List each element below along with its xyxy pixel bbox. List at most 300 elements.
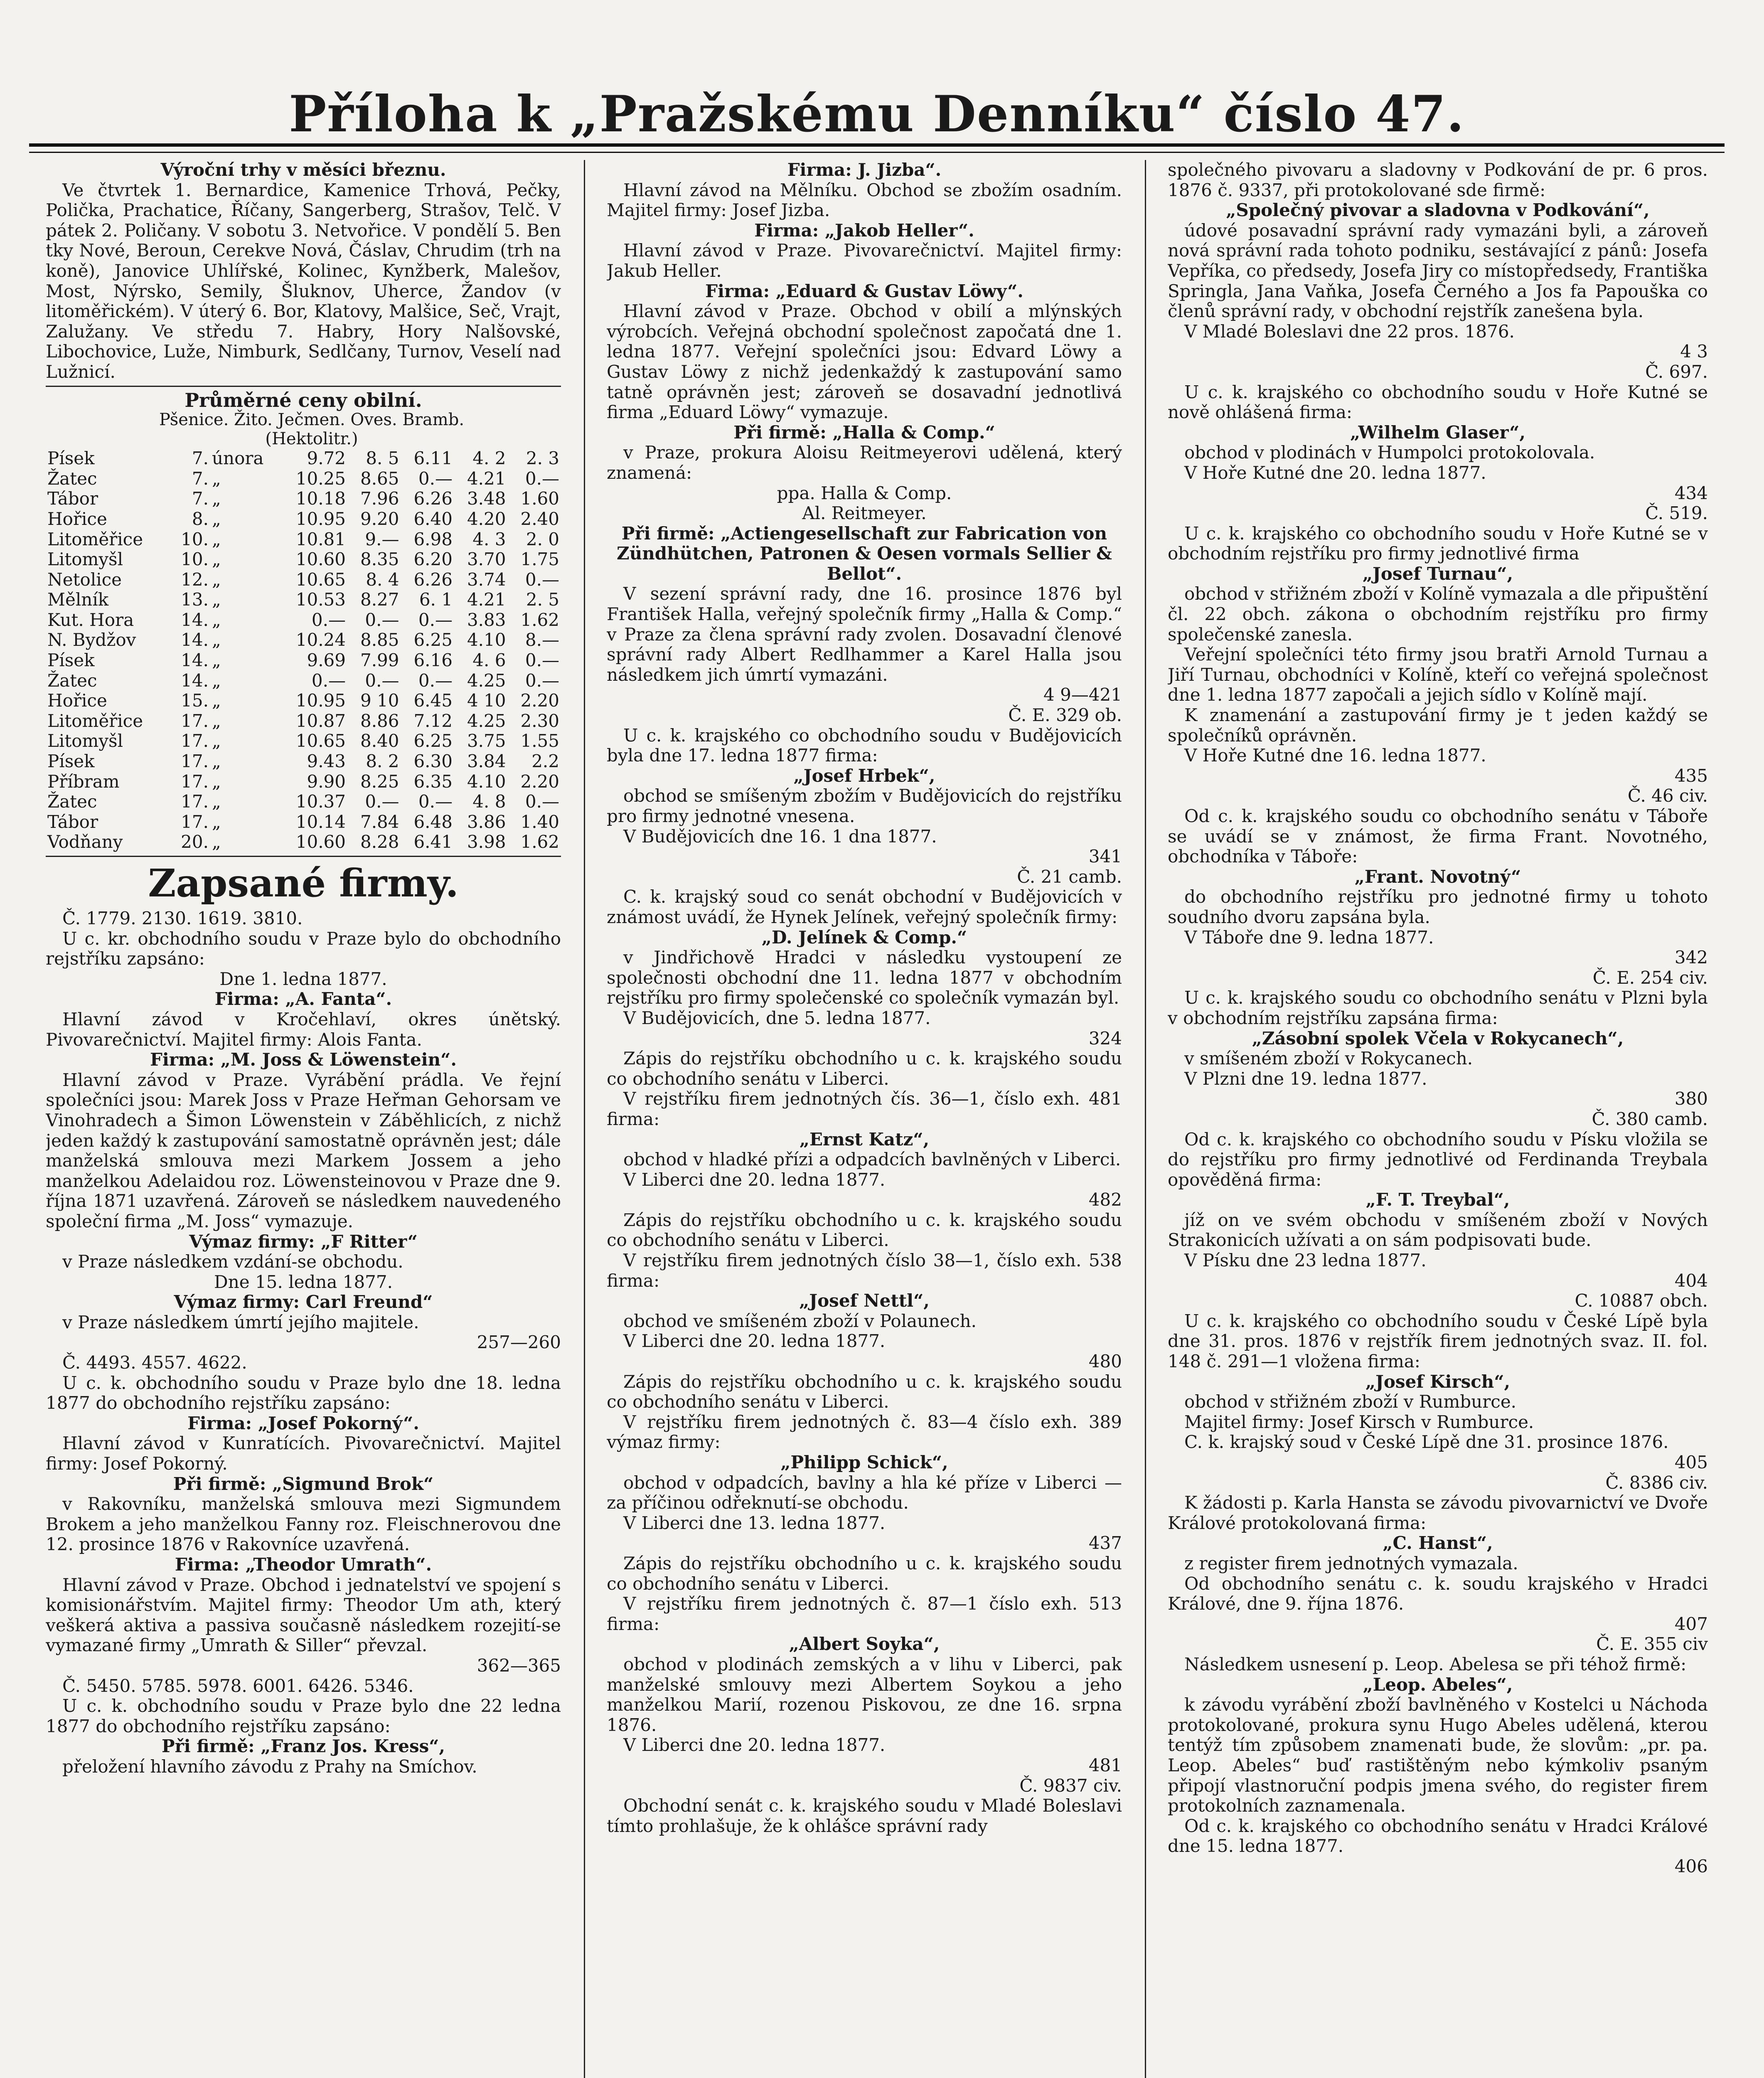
price-value: 10.81 [295,529,346,549]
firm-heading: „Albert Soyka“, [789,1634,940,1655]
price-day: 20. [181,832,209,852]
paragraph: obchod v plodinách zemských a v lihu v Liberci, pak manželské smlouvy mezi Albertem Soykou a jeho manželkou Marií, rozenou Piskovou, ze dne 16. srpna 1876. [607,1654,1122,1735]
date-line: V Písku dne 23 ledna 1877. [1184,1250,1427,1271]
case-number: Č. E. 329 ob. [1008,705,1122,726]
price-value: 3.75 [467,731,506,751]
price-value: 3.74 [467,569,506,590]
price-value: 3.98 [467,832,506,852]
column-divider [584,160,585,2078]
paragraph: Hlavní závod v Kročehlaví, okres únětský. Pivovarečnictví. Majitel firmy: Alois Fanta. [46,1009,561,1050]
firm-heading: Firma: „A. Fanta“. [214,989,392,1009]
price-town: N. Bydžov [47,630,136,650]
price-value: 4.21 [467,589,506,610]
paragraph: Zápis do rejstříku obchodního u c. k. krajského soudu co obchodního senátu v Liberci. [607,1048,1122,1089]
price-day: 17. [181,731,209,751]
price-month: „ [212,609,221,630]
price-day: 17. [181,811,209,832]
price-value: 4.25 [467,710,506,731]
case-number: Č. 9837 civ. [1019,1775,1122,1796]
price-value: 0.— [418,670,453,691]
price-value: 0.— [525,650,559,671]
signature-line: Al. Reitmeyer. [802,503,927,524]
price-value: 1.60 [520,488,559,509]
price-value: 0.— [525,791,559,812]
divider [46,856,561,857]
firm-heading: Firma: „Eduard & Gustav Löwy“. [705,281,1023,301]
ref-number: 404 [1674,1270,1708,1291]
price-town: Žatec [47,670,97,691]
price-value: 6.35 [413,771,453,792]
column-1 [46,160,561,2078]
price-town: Litomyšl [47,549,123,570]
price-town: Netolice [47,569,122,590]
column-divider [1145,160,1146,2078]
price-month: „ [212,751,221,772]
paragraph: obchod se smíšeným zbožím v Budějovicích do rejstříku pro firmy jednotné vnesena. [607,785,1122,826]
date-line: V Táboře dne 9. ledna 1877. [1184,927,1434,948]
header-rule [29,143,1725,147]
ref-number: 341 [1088,846,1122,867]
firm-heading: „Wilhelm Glaser“, [1350,422,1525,443]
price-value: 9.69 [307,650,346,671]
price-value: 6. 1 [419,589,453,610]
paragraph: v Praze, prokura Aloisu Reitmeyerovi udělená, který znamená: [607,442,1122,483]
paragraph: Č. 5450. 5785. 5978. 6001. 6426. 5346. [62,1675,414,1696]
firm-heading: Firma: „Josef Pokorný“. [187,1413,419,1433]
price-value: 2.20 [520,771,559,792]
ref-number: 324 [1088,1028,1122,1049]
case-number: Č. 697. [1645,361,1708,382]
price-value: 10.53 [295,589,346,610]
price-value: 0.— [418,609,453,630]
paragraph: U c. kr. obchodního soudu v Praze bylo do obchodního rejstříku zapsáno: [46,928,561,969]
paragraph: Hlavní závod na Mělníku. Obchod se zbožím osadním. Majitel firmy: Josef Jizba. [607,180,1122,221]
paragraph: údové posavadní správní rady vymazáni byli, a zároveň nová správní rada tohoto podniku, sestávající z pánů: Josefa Vepříka, co předsedy, Josefa Jiry co místopředsedy, Františka Springla, Jana Vaňka, Josefa Černého a Jos fa Papouška co členů správní rady, v obchodní rejstřík zanešena byla. [1168,220,1708,322]
price-month: „ [212,710,221,731]
price-value: 4.10 [467,630,506,650]
price-value: 8. 4 [366,569,399,590]
firm-heading: „Leop. Abeles“, [1363,1674,1513,1695]
paragraph: C. k. krajský soud co senát obchodní v Budějovicích v známost uvádí, že Hynek Jelínek, veřejný společník firmy: [607,886,1122,927]
price-day: 13. [181,589,209,610]
price-row [46,691,561,711]
price-value: 1.62 [520,832,559,852]
paragraph: V rejstříku firem jednotných čís. 36—1, číslo exh. 481 firma: [607,1088,1122,1129]
paragraph: U c. k. krajského co obchodního soudu v Hoře Kutné se nově ohlášená firma: [1168,382,1708,423]
price-value: 10.60 [295,549,346,570]
paragraph: U c. k. krajského co obchodního soudu v Budějovicích byla dne 17. ledna 1877 firma: [607,725,1122,766]
firm-heading: „Josef Turnau“, [1362,563,1513,584]
price-day: 10. [181,549,209,570]
price-value: 6.48 [413,811,453,832]
date-line: V Mladé Boleslavi dne 22 pros. 1876. [1184,321,1515,342]
newspaper-page [29,0,1725,2078]
price-day: 14. [181,670,209,691]
price-value: 0.— [365,670,399,691]
ref-number: 434 [1674,483,1708,503]
price-day: 15. [181,690,209,711]
price-row [46,549,561,570]
price-month: „ [212,690,221,711]
paragraph: obchod v plodinách v Humpolci protokolovala. [1184,442,1595,463]
price-value: 2.30 [520,710,559,731]
date-line: V Liberci dne 20. ledna 1877. [623,1735,886,1755]
price-row [46,792,561,812]
firm-heading: Firma: „M. Joss & Löwenstein“. [150,1049,457,1070]
price-value: 7.96 [360,488,399,509]
price-value: 4. 3 [472,529,506,549]
price-day: 14. [181,650,209,671]
price-value: 0.— [311,670,346,691]
price-row [46,812,561,832]
firm-heading: Firma: J. Jizba“. [787,160,942,180]
price-day: 17. [181,791,209,812]
price-value: 6.26 [413,488,453,509]
price-day: 7. [192,468,209,489]
paragraph: z register firem jednotných vymazala. [1184,1553,1518,1573]
paragraph: v Jindřichově Hradci v následku vystoupení ze společnosti obchodní dne 11. ledna 1877 v obchodním rejstříku pro firmy společenské co společník vymazán byl. [607,947,1122,1008]
price-value: 0.— [365,791,399,812]
ref-number: 4 9—421 [1043,684,1122,705]
price-day: 7. [192,448,209,469]
price-town: Litoměřice [47,529,143,549]
price-value: 4. 8 [472,791,506,812]
case-number: Č. 8386 civ. [1605,1472,1708,1493]
price-value: 10.60 [295,832,346,852]
price-value: 9.43 [307,751,346,772]
price-value: 1.75 [520,549,559,570]
firm-heading: „Frant. Novotný“ [1354,866,1521,887]
price-row [46,610,561,630]
price-value: 8.65 [360,468,399,489]
paragraph: Majitel firmy: Josef Kirsch v Rumburce. [1184,1411,1534,1432]
ref-number: 407 [1674,1613,1708,1634]
price-value: 4. 2 [472,448,506,469]
paragraph: Od c. k. krajského co obchodního soudu v Písku vložila se do rejstříku pro firmy jednotlivé od Ferdinanda Treybala opověděná firma: [1168,1129,1708,1190]
ref-number: 380 [1674,1088,1708,1109]
price-value: 6.40 [413,508,453,529]
markets-text: Ve čtvrtek 1. Bernardice, Kamenice Trhová, Pečky, Polička, Prachatice, Říčany, Sangerberg, Strašov, Telč. V pátek 2. Poličany. V sobotu 3. Netvořice. V pondělí 5. Ben tky Nové, Beroun, Cerekve Nová, Čáslav, Chrudim (trh na koně), Janovice Uhlířské, Kolinec, Kynžberk, Malešov, Most, Nýrsko, Semily, Šluknov, Uherce, Žandov (v litoměřickém). V úterý 6. Bor, Klatovy, Malšice, Seč, Vrajt, Zalužany. Ve středu 7. Habry, Hory Nalšovské, Libochovice, Luže, Nimburk, Sedlčany, Turnov, Veselí nad Lužnicí. [46,180,561,382]
price-day: 14. [181,630,209,650]
price-row [46,671,561,691]
price-month: „ [212,670,221,691]
price-row [46,630,561,650]
price-value: 8.27 [360,589,399,610]
price-town: Písek [47,751,95,772]
firm-heading: „C. Hanst“, [1383,1533,1493,1554]
price-value: 0.— [525,468,559,489]
price-town: Mělník [47,589,109,610]
price-day: 7. [192,488,209,509]
price-month: února [212,448,264,469]
price-value: 4.10 [467,771,506,792]
price-value: 6.11 [413,448,453,469]
price-value: 7.99 [360,650,399,671]
case-number: Č. E. 254 civ. [1592,967,1708,988]
paragraph: U c. k. krajského soudu co obchodního senátu v Plzni byla v obchodním rejstříku zapsána firma: [1168,987,1708,1028]
price-town: Žatec [47,468,97,489]
price-value: 9.— [365,529,399,549]
price-value: 10.18 [295,488,346,509]
paragraph: přeložení hlavního závodu z Prahy na Smíchov. [62,1756,477,1777]
price-town: Vodňany [47,832,123,852]
date-line: V Plzni dne 19. ledna 1877. [1184,1068,1427,1089]
price-value: 6.26 [413,569,453,590]
paragraph: obchod v odpadcích, bavlny a hla ké příze v Liberci — za příčinou odřeknutí-se obchodu. [607,1472,1122,1513]
price-row [46,509,561,529]
price-value: 0.— [525,569,559,590]
firm-heading: Při firmě: „Actiengesellschaft zur Fabrication von Zündhütchen, Patronen & Oesen vormals Sellier & Bellot“. [617,523,1112,584]
paragraph: v Praze následkem úmrtí jejího majitele. [62,1312,419,1332]
paragraph: Zápis do rejstříku obchodního u c. k. krajského soudu co obchodního senátu v Liberci. [607,1553,1122,1594]
case-number: Č. 21 camb. [1017,866,1122,887]
price-value: 0.— [311,609,346,630]
paragraph: Veřejní společníci této firmy jsou bratři Arnold Turnau a Jiří Turnau, obchodníci v Kolíně, kteří co veřejná společnost dne 1. ledna 1877 započali a jejich sídlo v Kolíně mají. [1168,644,1708,705]
price-month: „ [212,468,221,489]
ref-number: 406 [1674,1856,1708,1876]
price-value: 8. 5 [366,448,399,469]
price-value: 1.55 [520,731,559,751]
price-value: 8.85 [360,630,399,650]
price-town: Kut. Hora [47,609,134,630]
paragraph: Č. 4493. 4557. 4622. [62,1352,247,1373]
price-month: „ [212,731,221,751]
case-number: C. 10887 obch. [1575,1290,1708,1311]
paragraph: Hlavní závod v Kunratících. Pivovarečnictví. Majitel firmy: Josef Pokorný. [46,1433,561,1474]
column-2 [607,160,1122,2078]
date-line: Dne 15. ledna 1877. [214,1271,393,1292]
paragraph: do obchodního rejstříku pro jednotné firmy u tohoto soudního dvoru zapsána byla. [1168,886,1708,927]
price-value: 10.25 [295,468,346,489]
paragraph: obchod v hladké přízi a odpadcích bavlněných v Liberci. [623,1149,1121,1170]
firm-heading: Výmaz firmy: „F Ritter“ [189,1231,418,1252]
price-month: „ [212,811,221,832]
case-number: Č. 380 camb. [1592,1108,1708,1129]
paragraph: jíž on ve svém obchodu v smíšeném zboží v Nových Strakonicích užívati a on sám podpisovati bude. [1168,1209,1708,1251]
price-row [46,832,561,852]
price-value: 8.— [525,630,559,650]
price-value: 10.65 [295,731,346,751]
price-value: 4.20 [467,508,506,529]
price-town: Litomyšl [47,731,123,751]
price-value: 6.25 [413,630,453,650]
price-town: Tábor [47,811,98,832]
paragraph: U c. k. obchodního soudu v Praze bylo dne 22 ledna 1877 do obchodního rejstříku zapsáno: [46,1696,561,1736]
paragraph: V rejstříku firem jednotných č. 87—1 číslo exh. 513 firma: [607,1593,1122,1634]
firm-heading: „Josef Kirsch“, [1365,1371,1511,1392]
price-value: 4.25 [467,670,506,691]
price-value: 10.65 [295,569,346,590]
case-number: Č. 519. [1645,503,1708,524]
paragraph: Hlavní závod v Praze. Obchod v obilí a mlýnských výrobcích. Veřejná obchodní společnost započatá dne 1. ledna 1877. Veřejní společníci jsou: Edvard Löwy a Gustav Löwy z nichž jedenkaždý k zastupování samo tatně oprávněn jest; zároveň se dosavadní jednotlivá firma „Eduard Löwy“ vymazuje. [607,301,1122,423]
price-value: 8.25 [360,771,399,792]
price-month: „ [212,529,221,549]
price-month: „ [212,549,221,570]
price-day: 10. [181,529,209,549]
price-month: „ [212,630,221,650]
price-value: 6.41 [413,832,453,852]
ref-number: 405 [1674,1452,1708,1472]
price-value: 4. 6 [472,650,506,671]
paragraph: Hlavní závod v Praze. Pivovarečnictví. Majitel firmy: Jakub Heller. [607,240,1122,281]
date-line: V Liberci dne 13. ledna 1877. [623,1512,886,1533]
paragraph: V rejstříku firem jednotných č. 83—4 číslo exh. 389 výmaz firmy: [607,1411,1122,1453]
price-value: 3.86 [467,811,506,832]
firm-heading: „D. Jelínek & Comp.“ [761,927,967,948]
date-line: V Liberci dne 20. ledna 1877. [623,1331,886,1352]
price-value: 7.84 [360,811,399,832]
paragraph: Č. 1779. 2130. 1619. 3810. [62,908,303,928]
firm-heading: „Josef Hrbek“, [793,765,935,786]
paragraph: společného pivovaru a sladovny v Podkování de pr. 6 pros. 1876 č. 9337, při protokolované sde firmě: [1168,160,1708,200]
price-town: Písek [47,448,95,469]
price-town: Žatec [47,791,97,812]
price-value: 2. 3 [526,448,559,469]
price-value: 10.95 [295,690,346,711]
header-rule-thin [29,152,1725,153]
firm-heading: Výmaz firmy: Carl Freund“ [174,1292,433,1312]
price-value: 0.— [365,609,399,630]
paragraph: U c. k. obchodního soudu v Praze bylo dne 18. ledna 1877 do obchodního rejstříku zapsáno: [46,1372,561,1413]
ref-number: 435 [1674,765,1708,786]
firm-heading: „Společný pivovar a sladovna v Podkování“, [1226,200,1650,221]
prices-title: Průměrné ceny obilní. [185,389,422,411]
paragraph: K žádosti p. Karla Hansta se závodu pivovarnictví ve Dvoře Králové protokolovaná firma: [1168,1492,1708,1533]
markets-title: Výroční trhy v měsíci březnu. [160,160,446,180]
price-value: 2.2 [531,751,559,772]
ref-number: 481 [1088,1755,1122,1775]
price-month: „ [212,569,221,590]
price-value: 6.20 [413,549,453,570]
paragraph: obchod v střižném zboží v Kolíně vymazala a dle připuštění čl. 22 obch. zákona o obchodním rejstříku pro firmy společenské zanesla. [1168,584,1708,645]
price-month: „ [212,589,221,610]
page-title: Příloha k „Pražskému Denníku“ číslo 47. [289,85,1465,143]
prices-header: Pšenice. Žito. Ječmen. Oves. Bramb. [159,410,465,430]
paragraph: Zápis do rejstříku obchodního u c. k. krajského soudu co obchodního senátu v Liberci. [607,1209,1122,1251]
price-row [46,772,561,792]
ref-number: 437 [1088,1533,1122,1554]
firm-heading: „Ernst Katz“, [799,1129,930,1150]
date-line: Dne 1. ledna 1877. [219,968,387,989]
paragraph: obchod v střižném zboží v Rumburce. [1184,1391,1517,1412]
column-3 [1168,160,1708,2078]
price-value: 0.— [525,670,559,691]
paragraph: Od obchodního senátu c. k. soudu krajského v Hradci Králové, dne 9. října 1876. [1168,1573,1708,1614]
price-value: 3.48 [467,488,506,509]
price-value: 1.40 [520,811,559,832]
paragraph: Obchodní senát c. k. krajského soudu v Mladé Boleslavi tímto prohlašuje, že k ohlášce správní rady [607,1795,1122,1836]
price-value: 8.35 [360,549,399,570]
price-day: 17. [181,751,209,772]
firm-heading: Při firmě: „Franz Jos. Kress“, [161,1736,445,1757]
prices-unit: (Hektolitr.) [265,429,358,449]
price-value: 9 10 [360,690,399,711]
price-value: 10.37 [295,791,346,812]
paragraph: U c. k. krajského co obchodního soudu v Hoře Kutné se v obchodním rejstříku pro firmy jednotlivé firma [1168,523,1708,564]
price-value: 6.25 [413,731,453,751]
price-month: „ [212,488,221,509]
price-value: 8.86 [360,710,399,731]
paragraph: Od c. k. krajského co obchodního senátu v Hradci Králové dne 15. ledna 1877. [1168,1815,1708,1856]
price-row [46,590,561,610]
case-number: Č. E. 355 civ [1596,1634,1708,1655]
price-value: 10.24 [295,630,346,650]
price-value: 9.20 [360,508,399,529]
price-day: 12. [181,569,209,590]
paragraph: Následkem usnesení p. Leop. Abelesa se při téhož firmě: [1184,1654,1687,1674]
ref-number: 480 [1088,1351,1122,1372]
price-value: 0.— [418,468,453,489]
price-value: 2.20 [520,690,559,711]
price-value: 6.45 [413,690,453,711]
prices-table [46,448,561,852]
price-value: 8.28 [360,832,399,852]
price-town: Hořice [47,508,107,529]
date-line: V Hoře Kutné dne 20. ledna 1877. [1184,462,1486,483]
price-value: 2.40 [520,508,559,529]
price-value: 10.95 [295,508,346,529]
divider [46,386,561,387]
price-value: 8.40 [360,731,399,751]
firm-heading: Firma: „Jakob Heller“. [754,220,974,241]
price-day: 14. [181,609,209,630]
firm-heading: Při firmě: „Halla & Comp.“ [733,422,995,443]
ref-number: 362—365 [477,1655,561,1676]
paragraph: V rejstříku firem jednotných číslo 38—1, číslo exh. 538 firma: [607,1250,1122,1291]
price-value: 3.70 [467,549,506,570]
paragraph: v Rakovníku, manželská smlouva mezi Sigmundem Brokem a jeho manželkou Fanny roz. Fleischnerovou dne 12. prosince 1876 v Rakovníce uzavřená. [46,1494,561,1555]
firm-heading: Firma: „Theodor Umrath“. [175,1554,432,1575]
paragraph: k závodu vyrábění zboží bavlněného v Kostelci u Náchoda protokolované, prokura synu Hugo Abeles udělená, kterou tentýž tím způsobem znamenati bude, že slovům: „pr. pa. Leop. Abeles“ buď rastištěným nebo kýmkoliv psaným připojí vlastnoruční podpis jmena svého, do register firem protokolních zaznamenala. [1168,1694,1708,1816]
firm-heading: „F. T. Treybal“, [1365,1189,1510,1210]
paragraph: Hlavní závod v Praze. Vyrábění prádla. Ve řejní společníci jsou: Marek Joss v Praze Heřman Gehorsam ve Vinohradech a Šimon Löwenstein v Záběhlicích, z nichž jeden každý k zastupování samostatně oprávněn jest; dále manželská smlouva mezi Markem Jossem a jeho manželkou Adelaidou roz. Löwensteinovou v Praze dne 9. října 1871 uzavřená. Zároveň se následkem nauvedeného společní firma „M. Joss“ vymazuje. [46,1069,561,1231]
firms-title: Zapsané firmy. [148,861,459,906]
price-day: 17. [181,771,209,792]
firm-heading: „Zásobní spolek Včela v Rokycanech“, [1252,1028,1624,1049]
price-row [46,448,561,469]
paragraph: Od c. k. krajského soudu co obchodního senátu v Táboře se uvádí se v známost, že firma Frant. Novotného, obchodníka v Táboře: [1168,806,1708,867]
price-value: 9.72 [307,448,346,469]
date-line: V Budějovicích, dne 5. ledna 1877. [623,1007,931,1028]
date-line: V Liberci dne 20. ledna 1877. [623,1169,886,1190]
paragraph: v smíšeném zboží v Rokycanech. [1184,1048,1473,1069]
price-day: 17. [181,710,209,731]
price-value: 1.62 [520,609,559,630]
price-value: 0.— [418,791,453,812]
paragraph: V sezení správní rady, dne 16. prosince 1876 byl František Halla, veřejný společník firmy „Halla & Comp.“ v Praze za člena správní rady zvolen. Dosavadní členové správní rady Albert Redlhammer a Karel Halla jsou následkem jich úmrtí vymazáni. [607,584,1122,685]
case-number: Č. 46 civ. [1627,785,1708,806]
paragraph: C. k. krajský soud v České Lípě dne 31. prosince 1876. [1184,1432,1669,1453]
paragraph: Zápis do rejstříku obchodního u c. k. krajského soudu co obchodního senátu v Liberci. [607,1371,1122,1412]
price-month: „ [212,771,221,792]
ref-number: 257—260 [477,1332,561,1353]
price-row [46,469,561,489]
firm-heading: „Philipp Schick“, [780,1452,948,1472]
price-value: 7.12 [413,710,453,731]
price-town: Písek [47,650,95,671]
price-value: 9.90 [307,771,346,792]
paragraph: obchod ve smíšeném zboží v Polaunech. [623,1310,977,1331]
price-value: 4.21 [467,468,506,489]
price-value: 2. 0 [526,529,559,549]
signature-line: ppa. Halla & Comp. [777,483,952,503]
price-row [46,570,561,590]
paragraph: v Praze následkem vzdání-se obchodu. [62,1251,403,1272]
price-day: 8. [192,508,209,529]
price-row [46,529,561,550]
date-line: V Hoře Kutné dne 16. ledna 1877. [1184,745,1486,766]
price-value: 2. 5 [526,589,559,610]
